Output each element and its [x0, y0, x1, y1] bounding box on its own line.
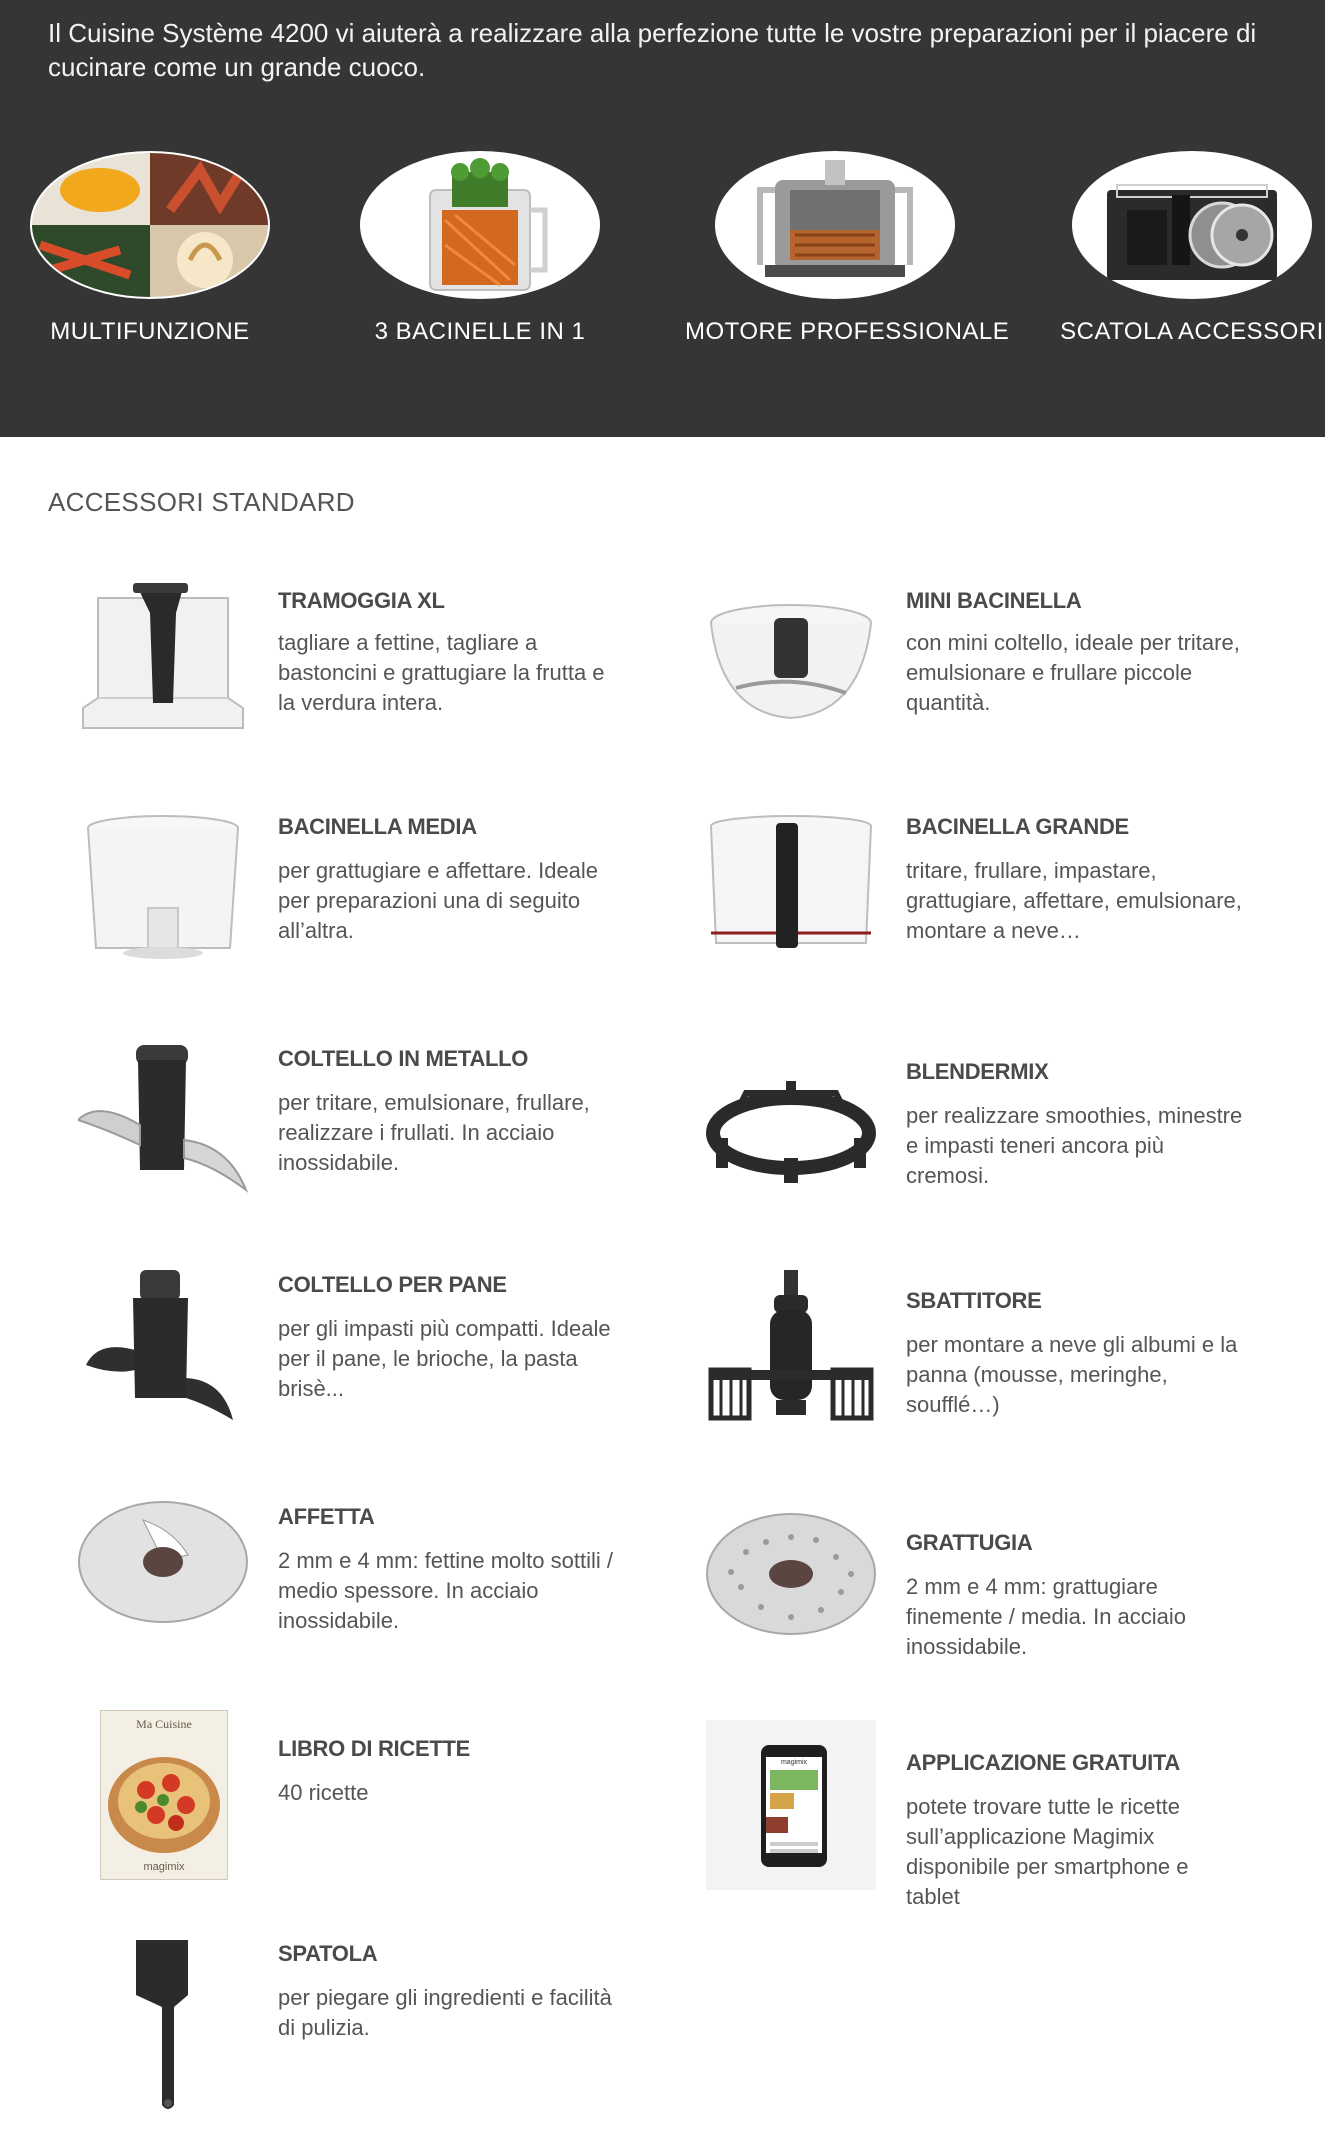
accessories-heading: ACCESSORI STANDARD — [48, 487, 355, 517]
feature-3-bacinelle — [330, 150, 630, 346]
bowls-image — [360, 150, 600, 300]
recipe-book-image — [100, 1710, 228, 1880]
feature-label: MULTIFUNZIONE — [50, 318, 250, 345]
accessory-title: LIBRO DI RICETTE — [278, 1736, 470, 1761]
accessory-description: potete trovare tutte le ricette sull’applicazione Magimix disponibile per smartphone e tablet — [906, 1794, 1189, 1909]
food-collage-image — [30, 150, 270, 300]
accessory-title: MINI BACINELLA — [906, 588, 1082, 613]
accessory-title: TRAMOGGIA XL — [278, 588, 445, 613]
accessory-box-image — [1072, 150, 1312, 300]
dough-blade-image — [78, 1270, 248, 1430]
accessory-title: BACINELLA GRANDE — [906, 814, 1129, 839]
accessory-description: per gli impasti più compatti. Ideale per il pane, le brioche, la pasta brisè... — [278, 1316, 611, 1401]
accessory-description: con mini coltello, ideale per tritare, emulsionare e frullare piccole quantità. — [906, 630, 1240, 715]
feature-motore-professionale — [685, 150, 1010, 346]
accessory-title: SPATOLA — [278, 1941, 378, 1966]
mini-bowl-image — [706, 578, 876, 738]
app-brand-text: magimix — [780, 1759, 808, 1766]
hero-banner — [0, 0, 1325, 437]
accessory-description: per tritare, emulsionare, frullare, realizzare i frullati. In acciaio inossidabile. — [278, 1090, 590, 1175]
slicing-disc-image — [78, 1500, 248, 1630]
accessory-title: SBATTITORE — [906, 1288, 1042, 1313]
smartphone-image — [761, 1745, 827, 1867]
app-screenshot-image — [706, 1720, 876, 1890]
accessory-description: tagliare a fettine, tagliare a bastoncini e grattugiare la frutta e la verdura intera. — [278, 630, 605, 715]
accessory-description: 2 mm e 4 mm: grattugiare finemente / media. In acciaio inossidabile. — [906, 1574, 1187, 1659]
accessory-description: per piegare gli ingredienti e facilità di pulizia. — [278, 1985, 612, 2040]
feature-label: 3 BACINELLE IN 1 — [374, 318, 586, 345]
accessory-description: per grattugiare e affettare. Ideale per preparazioni una di seguito all’altra. — [278, 858, 599, 943]
metal-blade-image — [78, 1040, 248, 1200]
whisk-image — [706, 1270, 876, 1440]
accessory-title: BACINELLA MEDIA — [278, 814, 477, 839]
accessory-title: COLTELLO PER PANE — [278, 1272, 507, 1297]
accessory-title: APPLICAZIONE GRATUITA — [906, 1750, 1180, 1775]
phone-screen — [766, 1757, 822, 1853]
medium-bowl-image — [78, 808, 248, 968]
feature-label: MOTORE PROFESSIONALE — [685, 318, 1010, 345]
feature-label: SCATOLA ACCESSORI — [1060, 318, 1324, 345]
motor-image — [715, 150, 955, 300]
tart-illustration — [101, 1735, 227, 1865]
accessory-title: AFFETTA — [278, 1504, 375, 1529]
accessory-description: per montare a neve gli albumi e la panna (mousse, meringhe, soufflé…) — [906, 1332, 1238, 1417]
feed-tube-image — [78, 578, 248, 738]
accessory-title: GRATTUGIA — [906, 1530, 1033, 1555]
large-bowl-image — [706, 808, 876, 968]
book-brand-text: magimix — [143, 1861, 185, 1873]
book-title-text: Ma Cuisine — [136, 1717, 192, 1731]
feature-scatola-accessori — [1042, 150, 1325, 346]
grating-disc-image — [706, 1512, 876, 1642]
hero-intro-text: Il Cuisine Système 4200 vi aiuterà a realizzare alla perfezione tutte le vostre preparazioni per il piacere di cucinare come un grande cuoco. — [48, 18, 1257, 82]
accessory-description: 2 mm e 4 mm: fettine molto sottili / medio spessore. In acciaio inossidabile. — [278, 1548, 613, 1633]
accessory-title: COLTELLO IN METALLO — [278, 1046, 529, 1071]
accessory-description: per realizzare smoothies, minestre e impasti teneri ancora più cremosi. — [906, 1103, 1243, 1188]
accessory-description: 40 ricette — [278, 1780, 369, 1805]
spatula-image — [78, 1935, 248, 2115]
accessory-title: BLENDERMIX — [906, 1059, 1049, 1084]
feature-multifunzione — [0, 150, 300, 346]
blendermix-image — [706, 1053, 876, 1213]
accessory-description: tritare, frullare, impastare, grattugiare, affettare, emulsionare, montare a neve… — [906, 858, 1242, 943]
